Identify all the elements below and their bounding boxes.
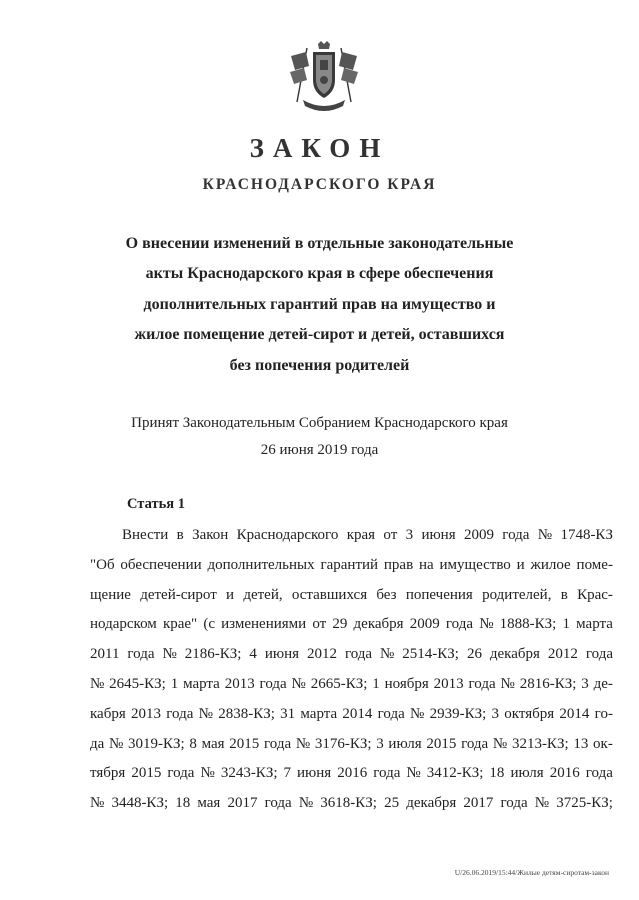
word: де- bbox=[593, 675, 613, 692]
word: 1748-КЗ bbox=[560, 527, 613, 543]
word: 25 bbox=[384, 795, 400, 812]
word: детей-сирот bbox=[140, 586, 217, 603]
subject-line: без попечения родителей bbox=[229, 356, 410, 374]
article-line bbox=[90, 640, 613, 670]
word: от bbox=[383, 527, 398, 543]
word: 2009 bbox=[463, 527, 494, 543]
word: декабря bbox=[406, 795, 457, 812]
word: 2016 bbox=[337, 765, 368, 782]
word: № bbox=[479, 616, 494, 633]
word: 2013 bbox=[131, 705, 161, 722]
word: 3 bbox=[581, 675, 589, 692]
word: 26 bbox=[466, 646, 482, 663]
word: 1 bbox=[372, 675, 380, 692]
article-line bbox=[90, 730, 613, 760]
word: № bbox=[200, 765, 215, 782]
word: 3 bbox=[491, 705, 500, 722]
word: июня bbox=[264, 646, 300, 663]
word: 2014 bbox=[342, 705, 373, 722]
word: 2939-КЗ; bbox=[429, 705, 487, 722]
word: 3 bbox=[405, 527, 414, 543]
word: № bbox=[109, 735, 124, 752]
word: года bbox=[127, 646, 155, 663]
word: дополнительных bbox=[207, 556, 315, 573]
word: № bbox=[534, 795, 550, 812]
law-title: ЗАКОН bbox=[249, 133, 390, 163]
word: 2011 bbox=[90, 646, 120, 663]
file-footer-note: U/26.06.2019/15:44/Жилые детям-сиротам-закон bbox=[454, 868, 609, 877]
word: № bbox=[90, 675, 105, 692]
word: мая bbox=[201, 735, 225, 752]
word: 2016 bbox=[549, 765, 580, 782]
article-line bbox=[90, 551, 613, 581]
word: детей, bbox=[243, 586, 283, 603]
word: 1 bbox=[562, 616, 570, 633]
word: года bbox=[263, 735, 292, 752]
word: 31 bbox=[280, 705, 296, 722]
word: Закон bbox=[192, 527, 229, 543]
word: № bbox=[198, 705, 213, 722]
subject-line: дополнительных гарантий прав на имущество и bbox=[143, 295, 496, 313]
word: 1 bbox=[170, 675, 179, 692]
word: декабря bbox=[489, 646, 540, 663]
word: № bbox=[295, 735, 311, 752]
word: года bbox=[445, 616, 474, 633]
word: 4 bbox=[249, 646, 257, 663]
article-heading: Статья 1 bbox=[127, 496, 185, 512]
article-line bbox=[90, 610, 613, 640]
word: ноября bbox=[384, 675, 429, 692]
word: марта bbox=[183, 675, 220, 692]
word: марта bbox=[300, 705, 338, 722]
word: марта bbox=[576, 616, 613, 633]
word: щение bbox=[90, 586, 131, 603]
word: 18 bbox=[175, 795, 191, 812]
krasnodar-coat-of-arms-icon bbox=[285, 40, 363, 118]
word: № bbox=[380, 646, 395, 663]
word: родителей, bbox=[482, 586, 552, 603]
word: 3412-КЗ; bbox=[426, 765, 484, 782]
word: 13 bbox=[573, 735, 589, 752]
article-line bbox=[90, 700, 613, 730]
word: 7 bbox=[283, 765, 292, 782]
word: поме- bbox=[576, 556, 613, 573]
word: 3448-КЗ; bbox=[111, 795, 169, 812]
word: от bbox=[312, 616, 327, 633]
subject-line: О внесении изменений в отдельные законодательные bbox=[125, 235, 514, 252]
word: прав bbox=[383, 556, 414, 573]
word: 3243-КЗ; bbox=[220, 765, 278, 782]
word: оставшихся bbox=[291, 586, 368, 603]
word: жилое bbox=[530, 556, 571, 573]
word: года bbox=[585, 646, 613, 663]
word: № bbox=[406, 765, 421, 782]
word: имущество bbox=[439, 556, 511, 573]
article-line bbox=[90, 789, 613, 819]
word: обеспечении bbox=[120, 556, 202, 573]
adoption-date: 26 июня 2019 года bbox=[260, 442, 379, 458]
word: 2012 bbox=[547, 646, 578, 663]
word: 3176-КЗ; bbox=[314, 735, 372, 752]
word: да bbox=[90, 735, 105, 752]
word: попечения bbox=[405, 586, 473, 603]
word: № bbox=[90, 795, 105, 812]
word: года bbox=[166, 705, 194, 722]
word: 3213-КЗ; bbox=[511, 735, 569, 752]
word: октября bbox=[504, 705, 555, 722]
word: 2017 bbox=[227, 795, 258, 812]
word: года bbox=[461, 735, 489, 752]
word: 29 bbox=[332, 616, 348, 633]
article-body bbox=[90, 521, 613, 819]
word: 2816-КЗ; bbox=[519, 675, 577, 692]
word: крае" bbox=[162, 616, 198, 633]
word: 3019-КЗ; bbox=[128, 735, 185, 752]
word: года bbox=[373, 765, 401, 782]
word: № bbox=[291, 675, 306, 692]
word: 3 bbox=[376, 735, 384, 752]
word: изменениями bbox=[221, 616, 307, 633]
word: 2012 bbox=[306, 646, 337, 663]
word: 3725-КЗ; bbox=[556, 795, 613, 812]
word: 18 bbox=[489, 765, 505, 782]
word: 2015 bbox=[131, 765, 162, 782]
word: № bbox=[162, 646, 177, 663]
word: на bbox=[419, 556, 434, 573]
word: Внести bbox=[122, 527, 169, 543]
word: мая bbox=[197, 795, 221, 812]
word: (с bbox=[203, 616, 215, 633]
word: года bbox=[259, 675, 287, 692]
word: 2838-КЗ; bbox=[218, 705, 275, 722]
word: 2015 bbox=[229, 735, 260, 752]
word: 1888-КЗ; bbox=[499, 616, 557, 633]
word: 2015 bbox=[426, 735, 457, 752]
word: 2009 bbox=[409, 616, 440, 633]
word: без bbox=[376, 586, 397, 603]
word: 2665-КЗ; bbox=[310, 675, 368, 692]
word: 2014 bbox=[559, 705, 590, 722]
word: 2645-КЗ; bbox=[109, 675, 166, 692]
article-line bbox=[90, 670, 613, 700]
word: июня bbox=[421, 527, 456, 543]
article-line bbox=[90, 759, 613, 789]
word: гарантий bbox=[320, 556, 379, 573]
word: тября bbox=[90, 765, 126, 782]
word: 2514-КЗ; bbox=[402, 646, 459, 663]
word: 2017 bbox=[463, 795, 494, 812]
word: года bbox=[264, 795, 292, 812]
word: года bbox=[468, 675, 496, 692]
word: июля bbox=[388, 735, 422, 752]
word: 2013 bbox=[224, 675, 255, 692]
word: кабря bbox=[90, 705, 126, 722]
word: края bbox=[346, 527, 376, 543]
subject-line: акты Краснодарского края в сфере обеспечения bbox=[145, 265, 494, 283]
word: 8 bbox=[189, 735, 197, 752]
word: в bbox=[560, 586, 568, 603]
word: № bbox=[500, 675, 515, 692]
adoption-note bbox=[100, 410, 539, 464]
adoption-body: Принят Законодательным Собранием Краснодарского края bbox=[131, 415, 508, 431]
word: № bbox=[298, 795, 314, 812]
region-name: КРАСНОДАРСКОГО КРАЯ bbox=[202, 176, 437, 193]
word: № bbox=[410, 705, 425, 722]
word: Крас- bbox=[577, 586, 613, 603]
word: 3618-КЗ; bbox=[320, 795, 377, 812]
word: июня bbox=[297, 765, 332, 782]
word: ок- bbox=[593, 735, 613, 752]
word: "Об bbox=[90, 556, 115, 573]
word: года bbox=[502, 527, 530, 543]
word: года bbox=[167, 765, 195, 782]
word: года bbox=[377, 705, 405, 722]
article-line bbox=[90, 521, 613, 551]
word: 2186-КЗ; bbox=[184, 646, 242, 663]
word: Краснодарского bbox=[236, 527, 339, 543]
word: го- bbox=[594, 705, 613, 722]
word: декабря bbox=[353, 616, 404, 633]
word: года bbox=[500, 795, 528, 812]
word: года bbox=[344, 646, 373, 663]
article-line bbox=[90, 581, 613, 611]
law-subject bbox=[100, 229, 539, 381]
word: 2013 bbox=[433, 675, 464, 692]
word: года bbox=[585, 765, 613, 782]
word: и bbox=[516, 556, 525, 573]
word: нодарском bbox=[90, 616, 157, 633]
word: № bbox=[492, 735, 508, 752]
word: и bbox=[226, 586, 235, 603]
subject-line: жилое помещение детей-сирот и детей, оставшихся bbox=[134, 326, 505, 344]
word: № bbox=[537, 527, 553, 543]
word: июля bbox=[510, 765, 544, 782]
word: в bbox=[176, 527, 184, 543]
